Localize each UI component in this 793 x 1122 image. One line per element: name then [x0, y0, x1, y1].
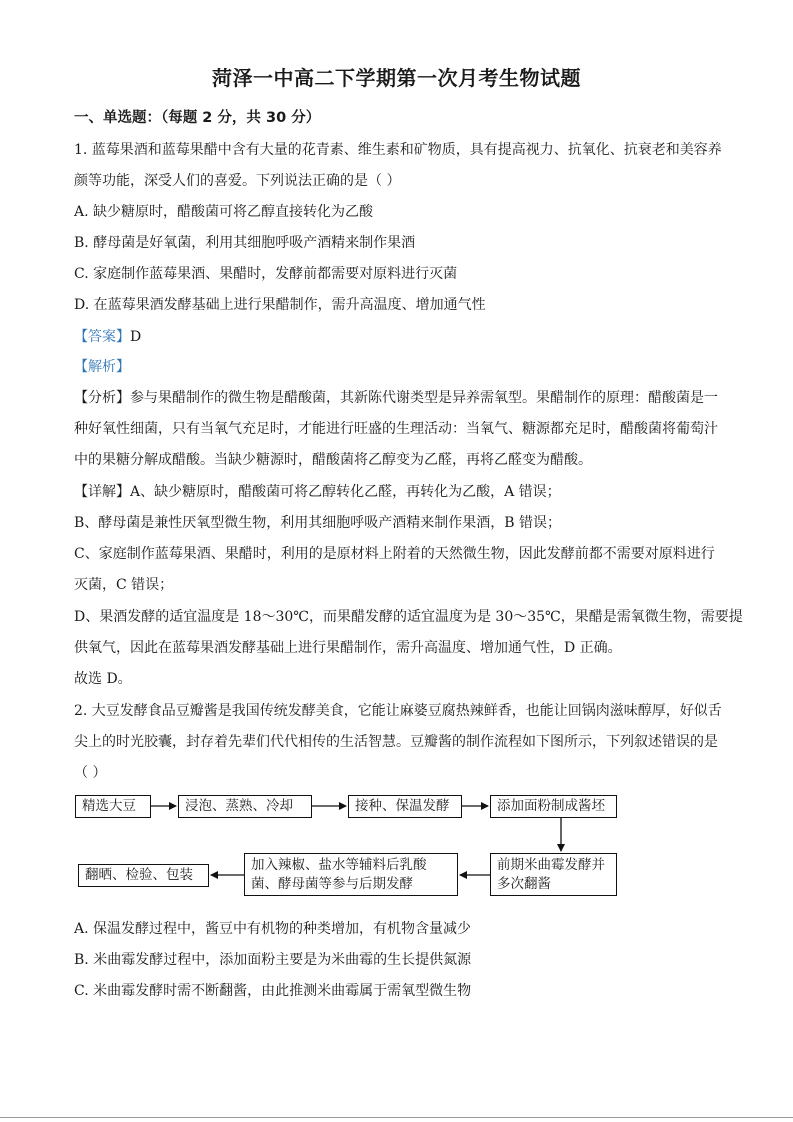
page-title: 菏泽一中高二下学期第一次月考生物试题 — [212, 66, 581, 90]
analysis-line: B、酵母菌是兼性厌氧型微生物，利用其细胞呼吸产酒精来制作果酒，B 错误； — [74, 515, 562, 531]
q2-option-c: C. 米曲霉发酵时需不断翻酱，由此推测米曲霉属于需氧型微生物 — [74, 983, 472, 999]
q2-option-b: B. 米曲霉发酵过程中，添加面粉主要是为米曲霉的生长提供氮源 — [74, 952, 472, 968]
q2-stem-line-3: （ ） — [74, 765, 107, 781]
analysis-line: D、果酒发酵的适宜温度是 18～30℃，而果醋发酵的适宜温度为是 30～35℃，果醋是需氧微生物，需要提 — [74, 609, 743, 625]
analysis-line: 故选 D。 — [74, 671, 132, 687]
flow-step-aspergillus-ferment: 前期米曲霉发酵并多次翻酱 — [490, 853, 617, 896]
flow-step-dry-inspect-pack: 翻晒、检验、包装 — [78, 864, 209, 887]
footer-rule — [0, 1117, 793, 1118]
section-heading: 一、单选题：（每题 2 分，共 30 分） — [74, 110, 321, 126]
flow-step-soak-steam-cool: 浸泡、蒸熟、冷却 — [178, 795, 312, 818]
answer-value: D — [130, 329, 142, 345]
analysis-label: 【解析】 — [74, 359, 130, 375]
flow-step-inoculate-ferment: 接种、保温发酵 — [348, 795, 462, 818]
flow-step-lactic-yeast-ferment: 加入辣椒、盐水等辅料后乳酸菌、酵母菌等参与后期发酵 — [244, 853, 458, 896]
q1-option-c: C. 家庭制作蓝莓果酒、果醋时，发酵前都需要对原料进行灭菌 — [74, 266, 458, 282]
q2-option-a: A. 保温发酵过程中，酱豆中有机物的种类增加，有机物含量减少 — [74, 921, 472, 937]
answer-label: 【答案】 — [74, 329, 130, 345]
q1-stem-line-2: 颜等功能，深受人们的喜爱。下列说法正确的是（ ） — [74, 173, 401, 189]
analysis-line: 中的果糖分解成醋酸。当缺少糖源时，醋酸菌将乙醇变为乙醛，再将乙醛变为醋酸。 — [74, 452, 592, 468]
q1-option-b: B. 酵母菌是好氧菌，利用其细胞呼吸产酒精来制作果酒 — [74, 235, 416, 251]
analysis-line: 【详解】A、缺少糖原时，醋酸菌可将乙醇转化乙醛，再转化为乙酸，A 错误； — [74, 484, 561, 500]
q2-stem-line-1: 2. 大豆发酵食品豆瓣酱是我国传统发酵美食，它能让麻婆豆腐热辣鲜香，也能让回锅肉滋味醇厚，好似舌 — [74, 703, 722, 719]
q1-option-a: A. 缺少糖原时，醋酸菌可将乙醇直接转化为乙酸 — [74, 204, 374, 220]
analysis-line: 【分析】参与果醋制作的微生物是醋酸菌，其新陈代谢类型是异养需氧型。果醋制作的原理：醋酸菌是一 — [74, 390, 718, 406]
q2-stem-line-2: 尖上的时光胶囊，封存着先辈们代代相传的生活智慧。豆瓣酱的制作流程如下图所示，下列叙述错误的是 — [74, 734, 718, 750]
analysis-line: C、家庭制作蓝莓果酒、果醋时，利用的是原材料上附着的天然微生物，因此发酵前都不需要对原料进行 — [74, 546, 715, 562]
q1-stem-line-1: 1. 蓝莓果酒和蓝莓果醋中含有大量的花青素、维生素和矿物质，具有提高视力、抗氧化、抗衰老和美容养 — [74, 142, 722, 158]
analysis-line: 供氧气，因此在蓝莓果酒发酵基础上进行果醋制作，需升高温度、增加通气性，D 正确。 — [74, 640, 622, 656]
flow-step-add-flour: 添加面粉制成酱坯 — [490, 795, 617, 818]
q1-option-d: D. 在蓝莓果酒发酵基础上进行果醋制作，需升高温度、增加通气性 — [74, 297, 486, 313]
analysis-line: 灭菌，C 错误； — [74, 577, 174, 593]
flow-step-select-soybeans: 精选大豆 — [75, 795, 151, 818]
analysis-line: 种好氧性细菌，只有当氧气充足时，才能进行旺盛的生理活动：当氧气、糖源都充足时，醋酸菌将葡萄汁 — [74, 421, 718, 437]
